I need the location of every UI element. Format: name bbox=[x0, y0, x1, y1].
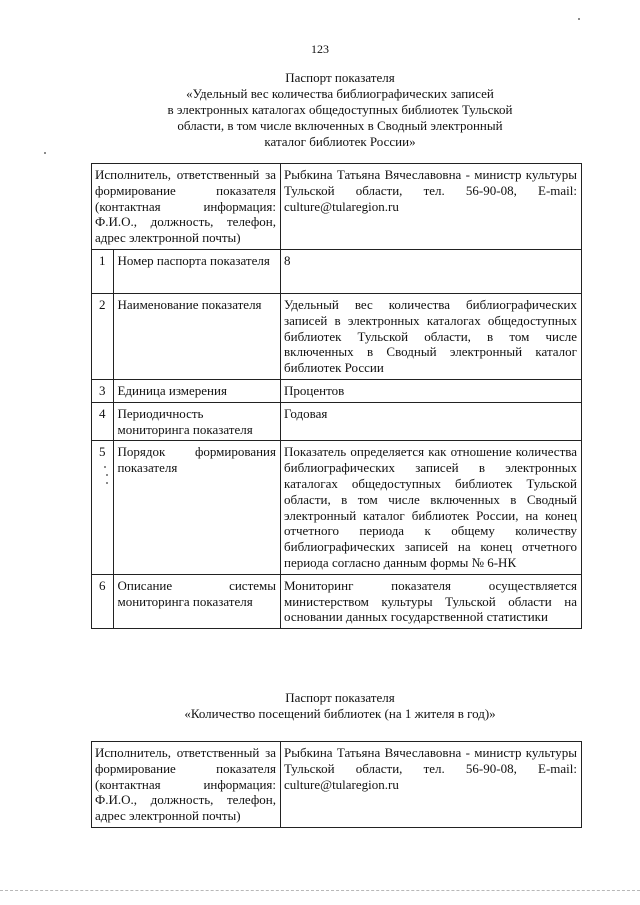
row-value: Годовая bbox=[281, 402, 582, 441]
row-number: 1 bbox=[92, 249, 114, 293]
scan-speck bbox=[106, 482, 108, 484]
responsible-value: Рыбкина Татьяна Вячеславовна - министр культуры Тульской области, тел. 56-90-08, E-mail: culture@tularegion.ru bbox=[281, 742, 582, 828]
passport-2-heading bbox=[100, 690, 580, 722]
heading-line: каталог библиотек России» bbox=[264, 134, 416, 149]
row-value: Мониторинг показателя осуществляется министерством культуры Тульской области на основании данных государственной статистики bbox=[281, 574, 582, 628]
responsible-label: Исполнитель, ответственный за формирование показателя (контактная информация: Ф.И.О., должность, телефон, адрес электронной почты) bbox=[92, 164, 281, 250]
responsible-label: Исполнитель, ответственный за формирование показателя (контактная информация: Ф.И.О., должность, телефон, адрес электронной почты) bbox=[92, 742, 281, 828]
heading-line: в электронных каталогах общедоступных библиотек Тульской bbox=[167, 102, 513, 117]
row-value: Удельный вес количества библиографических записей в электронных каталогах общедоступных библиотек Тульской области, в том числе включенных в Сводный электронный каталог библиотек России bbox=[281, 293, 582, 379]
heading-line: Паспорт показателя bbox=[285, 690, 395, 705]
row-label: Порядок формирования показателя bbox=[114, 441, 281, 574]
heading-line: области, в том числе включенных в Сводный электронный bbox=[177, 118, 503, 133]
row-value: 8 bbox=[281, 249, 582, 293]
table-row bbox=[92, 379, 582, 402]
row-number: 4 bbox=[92, 402, 114, 441]
passport-1-heading bbox=[100, 70, 580, 150]
row-label: Периодичность мониторинга показателя bbox=[114, 402, 281, 441]
scan-speck bbox=[578, 18, 580, 20]
scan-speck bbox=[106, 474, 108, 476]
table-row bbox=[92, 574, 582, 628]
responsible-value: Рыбкина Татьяна Вячеславовна - министр культуры Тульской области, тел. 56-90-08, E-mail: culture@tularegion.ru bbox=[281, 164, 582, 250]
heading-line: Паспорт показателя bbox=[285, 70, 395, 85]
row-label: Единица измерения bbox=[114, 379, 281, 402]
table-row bbox=[92, 441, 582, 574]
page-number: 123 bbox=[311, 42, 329, 56]
heading-line: «Удельный вес количества библиографических записей bbox=[186, 86, 494, 101]
table-row bbox=[92, 402, 582, 441]
table-row-responsible bbox=[92, 742, 582, 828]
row-number: 6 bbox=[92, 574, 114, 628]
scan-edge-artifact bbox=[0, 890, 640, 891]
row-number: 5 bbox=[92, 441, 114, 574]
heading-line: «Количество посещений библиотек (на 1 жителя в год)» bbox=[184, 706, 496, 721]
passport-1-table bbox=[91, 163, 582, 629]
row-label: Наименование показателя bbox=[114, 293, 281, 379]
table-row bbox=[92, 293, 582, 379]
row-number: 3 bbox=[92, 379, 114, 402]
passport-2-table bbox=[91, 741, 582, 828]
row-number: 2 bbox=[92, 293, 114, 379]
scan-speck bbox=[104, 466, 106, 468]
row-value: Показатель определяется как отношение количества библиографических записей в электронных каталогах общедоступных библиотек Тульской области, в том числе включенных в Сводный электронный каталог библиотек России, на конец отчетного периода к общему количеству библиографических записей на конец отчетного периода согласно данным формы № 6-НК bbox=[281, 441, 582, 574]
row-label: Описание системы мониторинга показателя bbox=[114, 574, 281, 628]
scan-speck bbox=[44, 152, 46, 154]
row-value: Процентов bbox=[281, 379, 582, 402]
row-label: Номер паспорта показателя bbox=[114, 249, 281, 293]
table-row bbox=[92, 249, 582, 293]
table-row-responsible bbox=[92, 164, 582, 250]
